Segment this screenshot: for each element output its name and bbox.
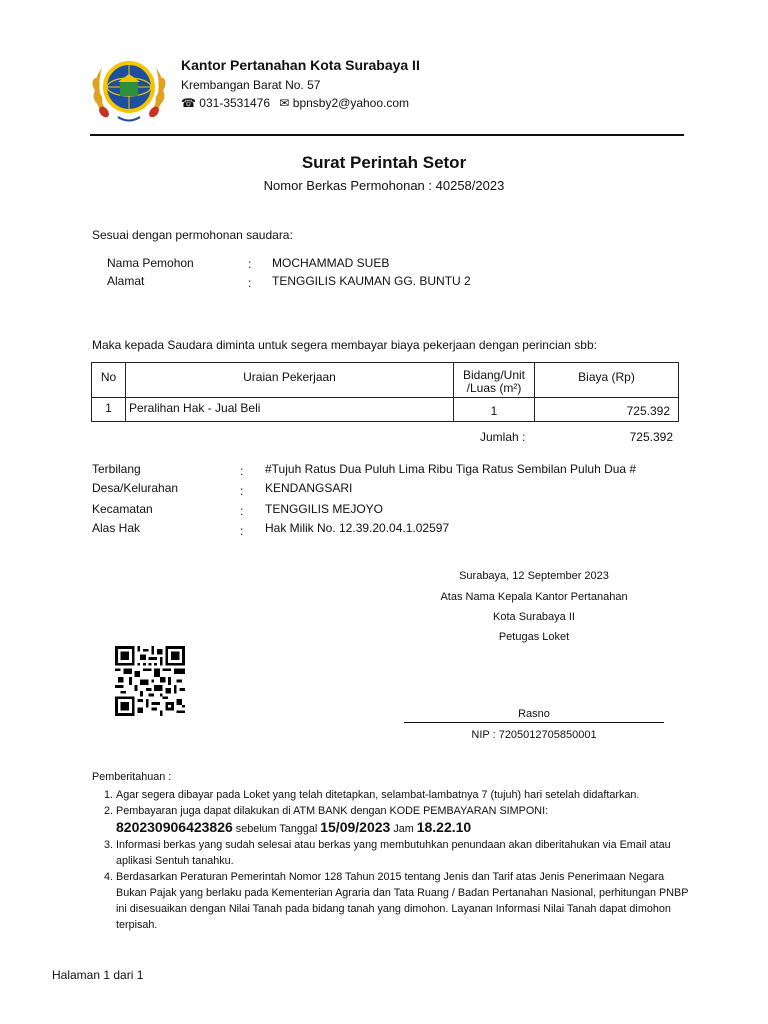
notice-item-text: Agar segera dibayar pada Loket yang telah ditetapkan, selambat-lambatnya 7 (tujuh) hari setelah didaftarkan. bbox=[116, 789, 640, 801]
deadline-date: 15/09/2023 bbox=[320, 819, 391, 835]
file-number: 40258/2023 bbox=[435, 178, 505, 193]
office-address: Krembangan Barat No. 57 bbox=[181, 78, 321, 92]
col-description: Uraian Pekerjaan bbox=[126, 363, 454, 398]
signature-line3: Petugas Loket bbox=[498, 631, 570, 643]
header-divider bbox=[90, 134, 684, 136]
notice-item bbox=[116, 787, 692, 803]
phone-icon: ☎ bbox=[181, 96, 196, 110]
file-number-label: Nomor Berkas Permohonan : bbox=[263, 178, 433, 193]
notice-item-text: Pembayaran juga dapat dilakukan di ATM BANK dengan KODE PEMBAYARAN SIMPONI: bbox=[116, 805, 549, 817]
colon: : bbox=[240, 464, 244, 478]
detail-value: TENGGILIS MEJOYO bbox=[265, 502, 384, 516]
colon: : bbox=[240, 484, 244, 498]
file-number-line bbox=[0, 178, 768, 193]
place-date: Surabaya, 12 September 2023 bbox=[459, 570, 609, 582]
detail-value: Hak Milik No. 12.39.20.04.1.02597 bbox=[265, 521, 450, 535]
total-label: Jumlah : bbox=[480, 430, 526, 444]
detail-value: KENDANGSARI bbox=[265, 481, 353, 495]
detail-label: Alas Hak bbox=[92, 521, 141, 535]
applicant-name: MOCHAMMAD SUEB bbox=[272, 256, 390, 270]
table-row bbox=[92, 398, 679, 422]
before-label: sebelum Tanggal bbox=[235, 823, 318, 835]
signature-line2: Kota Surabaya II bbox=[493, 611, 575, 623]
office-email[interactable]: bpnsby2@yahoo.com bbox=[292, 96, 410, 110]
time-label: Jam bbox=[393, 823, 414, 835]
col-area-line2: /Luas (m²) bbox=[466, 381, 522, 395]
notice-section bbox=[92, 769, 692, 933]
applicant-address: TENGGILIS KAUMAN GG. BUNTU 2 bbox=[272, 274, 471, 288]
table-header-row bbox=[92, 363, 679, 398]
detail-label: Kecamatan bbox=[92, 502, 153, 516]
total-value: 725.392 bbox=[629, 430, 673, 444]
notice-list bbox=[92, 787, 692, 933]
colon: : bbox=[248, 276, 252, 290]
envelope-icon: ✉ bbox=[279, 96, 290, 110]
request-text: Maka kepada Saudara diminta untuk segera membayar biaya pekerjaan dengan perincian sbb: bbox=[92, 338, 597, 352]
notice-heading: Pemberitahuan : bbox=[92, 771, 172, 783]
payment-code: 820230906423826 bbox=[116, 819, 233, 835]
qr-code-icon bbox=[114, 646, 186, 716]
notice-item bbox=[116, 837, 692, 869]
col-area bbox=[454, 363, 535, 398]
applicant-name-label: Nama Pemohon bbox=[107, 256, 194, 270]
colon: : bbox=[240, 524, 244, 538]
page-indicator: Halaman 1 dari 1 bbox=[52, 968, 144, 982]
office-name: Kantor Pertanahan Kota Surabaya II bbox=[181, 57, 420, 73]
signatory-nip: NIP : 7205012705850001 bbox=[471, 729, 597, 741]
col-no: No bbox=[92, 363, 126, 398]
colon: : bbox=[248, 257, 252, 271]
row-cost: 725.392 bbox=[535, 398, 679, 422]
notice-item-text: Berdasarkan Peraturan Pemerintah Nomor 128 Tahun 2015 tentang Jenis dan Tarif atas Jenis Penerimaan Negara Bukan Pajak yang berlaku pada Kementerian Agraria dan Tata Ruang / Badan Pertanahan Nasional, perhitungan PNBP ini disesuaikan dengan Nilai Tanah pada bidang tanah yang dimohon. Layanan Informasi Nilai Tanah dapat dimohon terpisah. bbox=[116, 871, 689, 931]
row-no: 1 bbox=[92, 398, 126, 422]
notice-item-text: Informasi berkas yang sudah selesai atau berkas yang membutuhkan penundaan akan diberitahukan via Email atau aplikasi Sentuh tanahku. bbox=[116, 839, 671, 867]
detail-label: Terbilang bbox=[92, 462, 141, 476]
signature-line1: Atas Nama Kepala Kantor Pertanahan bbox=[440, 591, 628, 603]
detail-label: Desa/Kelurahan bbox=[92, 481, 179, 495]
signature-line bbox=[404, 722, 664, 723]
office-contact bbox=[181, 96, 409, 110]
colon: : bbox=[240, 504, 244, 518]
intro-text: Sesuai dengan permohonan saudara: bbox=[92, 228, 293, 242]
bpn-seal-logo-icon bbox=[90, 50, 168, 125]
office-phone: 031-3531476 bbox=[199, 96, 271, 110]
notice-item bbox=[116, 869, 692, 933]
deadline-time: 18.22.10 bbox=[416, 819, 472, 835]
document-title: Surat Perintah Setor bbox=[301, 153, 467, 172]
applicant-address-label: Alamat bbox=[107, 274, 145, 288]
col-cost: Biaya (Rp) bbox=[535, 363, 679, 398]
notice-item bbox=[116, 803, 692, 837]
detail-value: #Tujuh Ratus Dua Puluh Lima Ribu Tiga Ratus Sembilan Puluh Dua # bbox=[265, 462, 637, 476]
fee-table bbox=[91, 362, 679, 422]
row-area: 1 bbox=[454, 398, 535, 422]
row-description: Peralihan Hak - Jual Beli bbox=[126, 398, 454, 422]
signatory-name: Rasno bbox=[518, 708, 550, 720]
col-area-line1: Bidang/Unit bbox=[462, 368, 526, 382]
